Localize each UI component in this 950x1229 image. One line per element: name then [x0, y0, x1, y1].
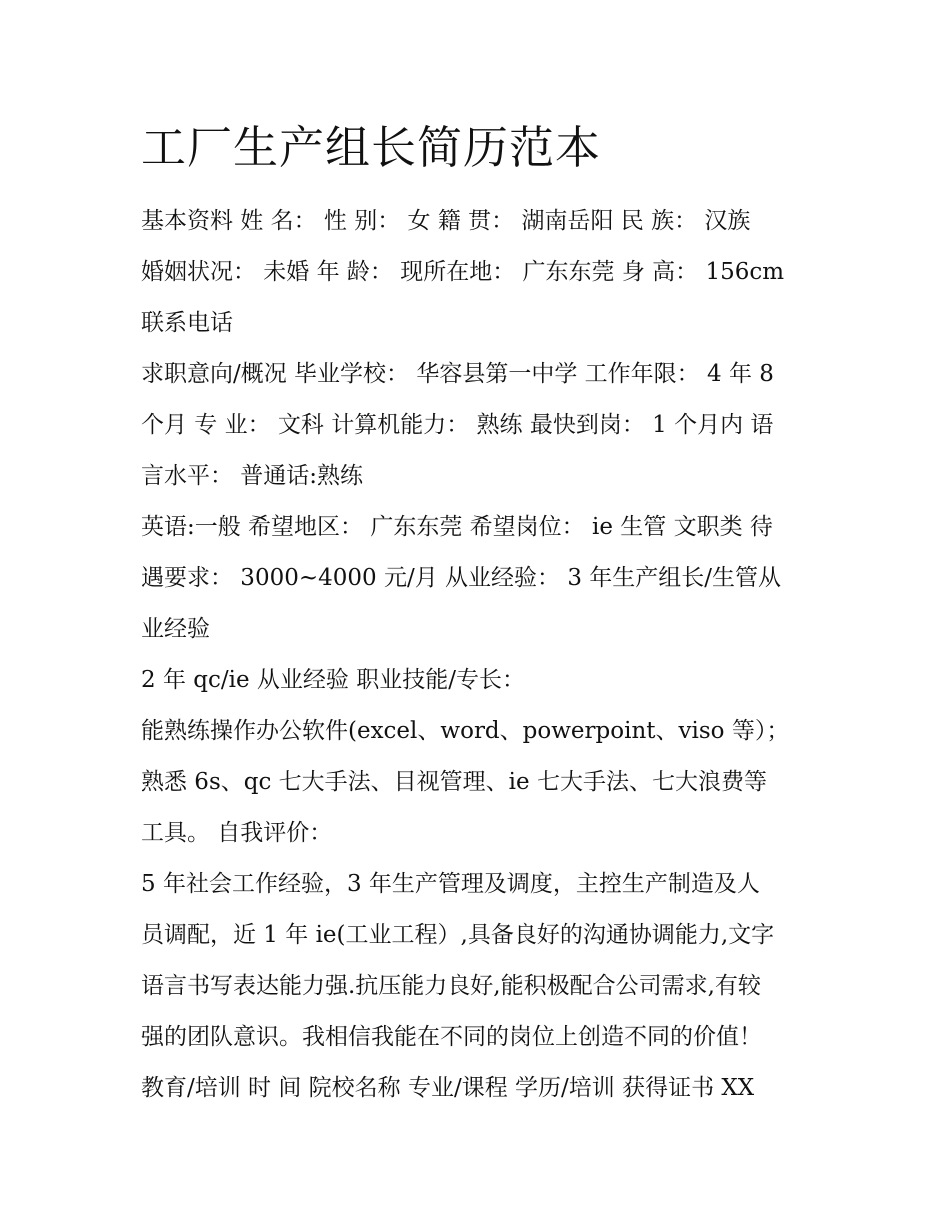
- body-line-evaluation-1: 5 年社会工作经验，3 年生产管理及调度，主控生产制造及人: [141, 871, 760, 897]
- body-line-language: 言水平： 普通话:熟练: [141, 463, 364, 489]
- body-line-education-header: 教育/培训 时 间 院校名称 专业/课程 学历/培训 获得证书 XX: [141, 1075, 755, 1101]
- body-line-office-software: 能熟练操作办公软件(excel、word、powerpoint、viso 等）；: [141, 718, 790, 744]
- document-title: 工厂生产组长简历范本: [141, 121, 602, 174]
- body-line-english-region: 英语:一般 希望地区： 广东东莞 希望岗位： ie 生管 文职类 待: [141, 514, 773, 540]
- body-line-job-intent: 求职意向/概况 毕业学校： 华容县第一中学 工作年限： 4 年 8: [141, 361, 774, 387]
- body-line-salary-experience: 遇要求： 3000~4000 元/月 从业经验： 3 年生产组长/生管从: [141, 565, 782, 591]
- body-line-self-evaluation-heading: 工具。 自我评价：: [141, 820, 333, 846]
- body-line-basic-info: 基本资料 姓 名： 性 别： 女 籍 贯： 湖南岳阳 民 族： 汉族: [141, 208, 751, 234]
- body-line-major-skills: 个月 专 业： 文科 计算机能力： 熟练 最快到岗： 1 个月内 语: [141, 412, 774, 438]
- body-line-evaluation-4: 强的团队意识。我相信我能在不同的岗位上创造不同的价值！: [141, 1024, 762, 1050]
- body-line-qc-ie-experience: 2 年 qc/ie 从业经验 职业技能/专长：: [141, 667, 525, 693]
- body-line-contact-phone: 联系电话: [141, 310, 233, 336]
- body-line-evaluation-2: 员调配，近 1 年 ie(工业工程）,具备良好的沟通协调能力,文字: [141, 922, 775, 948]
- body-line-methods: 熟悉 6s、qc 七大手法、目视管理、ie 七大手法、七大浪费等: [141, 769, 767, 795]
- body-line-evaluation-3: 语言书写表达能力强.抗压能力良好,能积极配合公司需求,有较: [141, 973, 761, 999]
- body-line-marital-location: 婚姻状况： 未婚 年 龄： 现所在地： 广东东莞 身 高： 156cm: [141, 259, 785, 285]
- document-body: [141, 196, 821, 1114]
- body-line-experience-cont: 业经验: [141, 616, 210, 642]
